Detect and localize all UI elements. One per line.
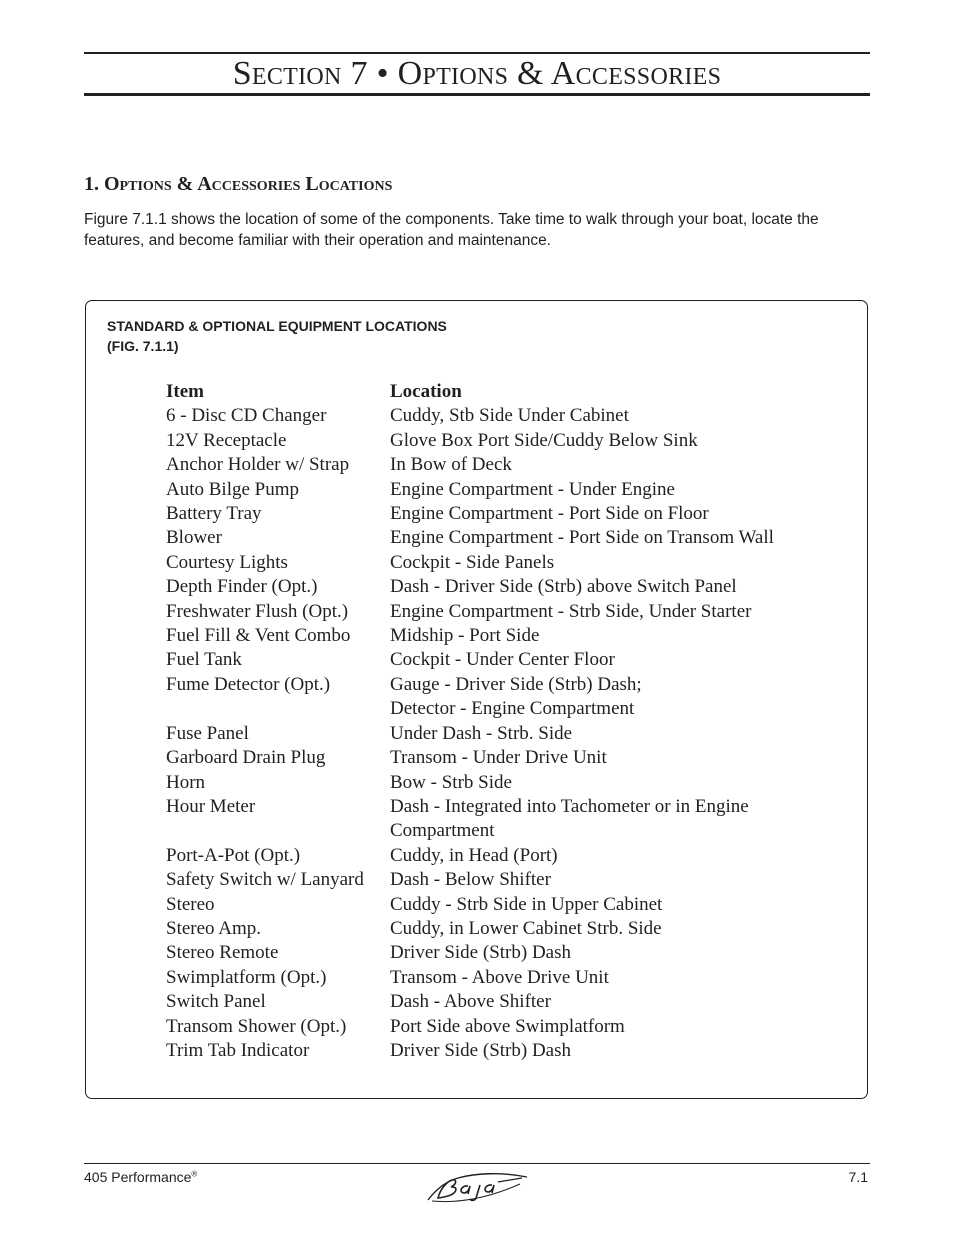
location-cell: Engine Compartment - Port Side on Transom Wall <box>390 527 774 549</box>
table-body <box>166 404 774 1063</box>
location-cell: Cockpit - Side Panels <box>390 551 555 573</box>
table-row <box>166 429 774 453</box>
location-cell: Dash - Driver Side (Strb) above Switch Panel <box>390 576 737 598</box>
item-cell: Fuel Fill & Vent Combo <box>166 625 351 647</box>
location-cell: Under Dash - Strb. Side <box>390 722 573 744</box>
item-cell: Depth Finder (Opt.) <box>166 576 318 598</box>
table-row <box>166 722 774 746</box>
table-row <box>166 575 774 599</box>
footer-model-text: 405 Performance <box>84 1169 192 1185</box>
location-cell: Transom - Under Drive Unit <box>390 747 607 769</box>
table-row <box>166 795 774 819</box>
table-row <box>166 600 774 624</box>
location-cell: Port Side above Swimplatform <box>390 1015 625 1037</box>
registered-mark: ® <box>191 1169 198 1179</box>
location-cell: Cockpit - Under Center Floor <box>390 649 615 671</box>
item-cell: Swimplatform (Opt.) <box>166 966 327 988</box>
location-cell: Cuddy - Strb Side in Upper Cabinet <box>390 893 663 915</box>
table-row <box>166 697 774 721</box>
item-cell: Port-A-Pot (Opt.) <box>166 844 301 866</box>
item-cell: Garboard Drain Plug <box>166 747 326 769</box>
column-header-item: Item <box>166 381 204 402</box>
item-cell: 12V Receptacle <box>166 429 287 451</box>
table-row <box>166 966 774 990</box>
table-row <box>166 868 774 892</box>
item-cell: Fuse Panel <box>166 722 249 744</box>
location-cell: Cuddy, Stb Side Under Cabinet <box>390 405 629 427</box>
equipment-locations-box <box>85 300 868 1099</box>
table-row <box>166 648 774 672</box>
item-cell: Freshwater Flush (Opt.) <box>166 600 349 622</box>
table-row <box>166 844 774 868</box>
item-cell: Fuel Tank <box>166 649 242 671</box>
location-cell: Cuddy, in Lower Cabinet Strb. Side <box>390 917 662 939</box>
item-cell: Battery Tray <box>166 503 262 525</box>
location-cell: Gauge - Driver Side (Strb) Dash; <box>390 673 642 695</box>
location-cell: Bow - Strb Side <box>390 771 512 793</box>
table-row <box>166 917 774 941</box>
location-cell: In Bow of Deck <box>390 454 512 476</box>
equipment-table <box>166 380 774 1063</box>
table-row <box>166 551 774 575</box>
table-row <box>166 771 774 795</box>
box-caption-title: STANDARD & OPTIONAL EQUIPMENT LOCATIONS <box>107 318 447 334</box>
table-row <box>166 526 774 550</box>
column-header-location: Location <box>390 381 462 402</box>
location-cell: Transom - Above Drive Unit <box>390 966 609 988</box>
page-title: Section 7 • Options & Accessories <box>232 55 722 92</box>
item-cell: Blower <box>166 527 222 549</box>
table-row <box>166 941 774 965</box>
baja-logo <box>424 1170 530 1204</box>
intro-paragraph: Figure 7.1.1 shows the location of some of the components. Take time to walk through your boat, locate the features, and become familiar with their operation and maintenance. <box>84 211 819 249</box>
location-cell: Dash - Above Shifter <box>390 991 551 1013</box>
box-caption-figure-ref: (FIG. 7.1.1) <box>107 338 179 354</box>
item-cell: Trim Tab Indicator <box>166 1039 310 1061</box>
location-cell: Dash - Integrated into Tachometer or in Engine <box>390 795 749 817</box>
item-cell: Auto Bilge Pump <box>166 478 300 500</box>
item-cell: 6 - Disc CD Changer <box>166 405 327 427</box>
location-cell: Midship - Port Side <box>390 625 540 647</box>
table-row <box>166 1039 774 1063</box>
location-cell: Detector - Engine Compartment <box>390 698 635 720</box>
table-row <box>166 990 774 1014</box>
location-cell: Engine Compartment - Port Side on Floor <box>390 503 709 525</box>
item-cell: Safety Switch w/ Lanyard <box>166 869 364 891</box>
location-cell: Glove Box Port Side/Cuddy Below Sink <box>390 429 698 451</box>
location-cell: Dash - Below Shifter <box>390 869 551 891</box>
table-row <box>166 746 774 770</box>
footer-rule <box>84 1163 870 1164</box>
location-cell: Engine Compartment - Strb Side, Under Starter <box>390 600 752 622</box>
item-cell: Anchor Holder w/ Strap <box>166 454 350 476</box>
table-row <box>166 624 774 648</box>
footer-model-name <box>84 1169 197 1185</box>
item-cell <box>166 819 390 843</box>
table-row <box>166 1015 774 1039</box>
location-cell: Cuddy, in Head (Port) <box>390 844 558 866</box>
table-row <box>166 404 774 428</box>
item-cell: Switch Panel <box>166 991 266 1013</box>
table-row <box>166 453 774 477</box>
location-cell: Driver Side (Strb) Dash <box>390 1039 571 1061</box>
item-cell: Courtesy Lights <box>166 551 288 573</box>
section-heading: 1. Options & Accessories Locations <box>84 173 393 195</box>
location-cell: Engine Compartment - Under Engine <box>390 478 675 500</box>
item-cell: Fume Detector (Opt.) <box>166 673 331 695</box>
item-cell: Hour Meter <box>166 795 256 817</box>
location-cell: Driver Side (Strb) Dash <box>390 942 571 964</box>
table-row <box>166 673 774 697</box>
table-row <box>166 478 774 502</box>
item-cell <box>166 697 390 721</box>
title-bottom-rule <box>84 93 870 96</box>
table-row <box>166 893 774 917</box>
table-header-row <box>166 380 774 404</box>
table-row <box>166 502 774 526</box>
item-cell: Transom Shower (Opt.) <box>166 1015 347 1037</box>
footer-page-number: 7.1 <box>848 1169 868 1185</box>
box-caption <box>107 316 447 356</box>
location-cell: Compartment <box>390 820 495 842</box>
table-row <box>166 819 774 843</box>
item-cell: Stereo Remote <box>166 942 279 964</box>
item-cell: Horn <box>166 771 206 793</box>
item-cell: Stereo Amp. <box>166 917 261 939</box>
item-cell: Stereo <box>166 893 215 915</box>
